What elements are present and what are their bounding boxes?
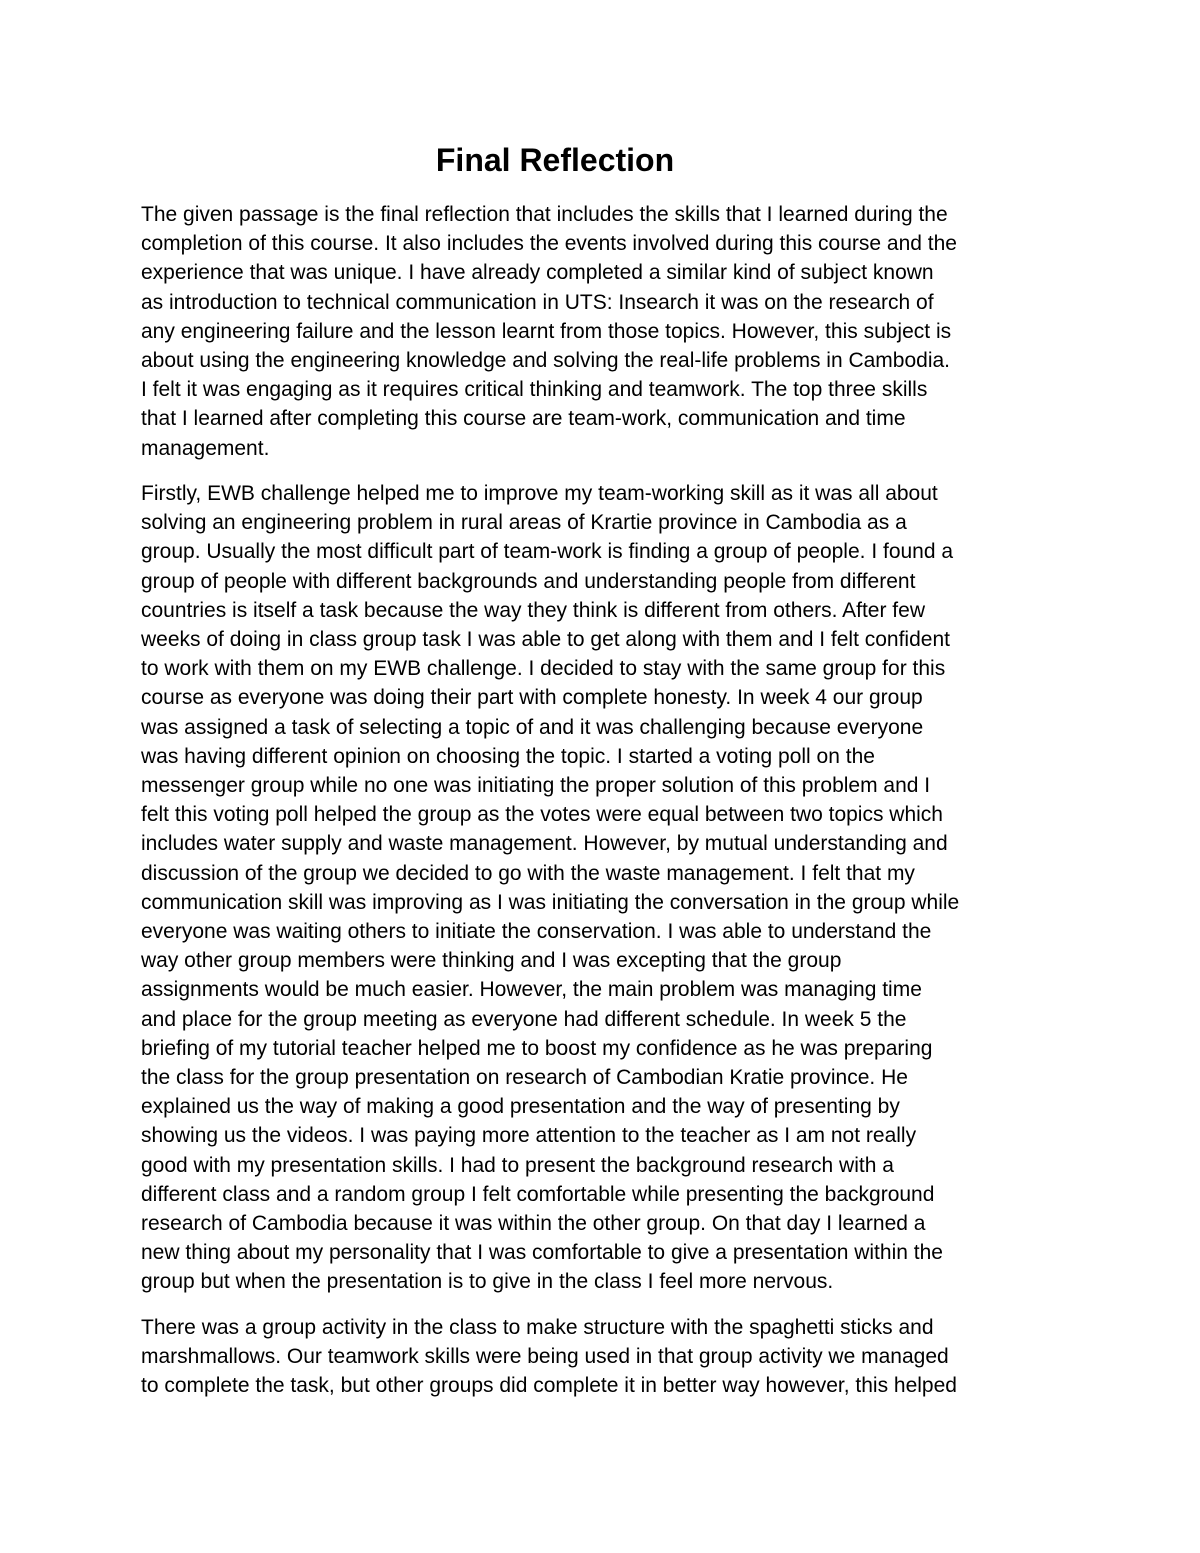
- page-title: Final Reflection: [435, 142, 675, 178]
- paragraph-introduction: The given passage is the final reflection that includes the skills that I learned during the completion of this course. It also includes the events involved during this course and the experience that was unique. I have already completed a similar kind of subject known as introduction to technical communication in UTS: Insearch it was on the research of any engineering failure and the lesson learnt from those topics. However, this subject is about using the engineering knowledge and solving the real-life problems in Cambodia. I felt it was engaging as it requires critical thinking and teamwork. The top three skills that I learned after completing this course are team-work, communication and time management.: [141, 203, 957, 460]
- paragraph-teamwork: Firstly, EWB challenge helped me to improve my team-working skill as it was all about solving an engineering problem in rural areas of Krartie province in Cambodia as a group. Usually the most difficult part of team-work is finding a group of people. I found a group of people with different backgrounds and understanding people from different countries is itself a task because the way they think is different from others. After few weeks of doing in class group task I was able to get along with them and I felt confident to work with them on my EWB challenge. I decided to stay with the same group for this course as everyone was doing their part with complete honesty. In week 4 our group was assigned a task of selecting a topic of and it was challenging because everyone was having different opinion on choosing the topic. I started a voting poll on the messenger group while no one was initiating the proper solution of this problem and I felt this voting poll helped the group as the votes were equal between two topics which includes water supply and waste management. However, by mutual understanding and discussion of the group we decided to go with the waste management. I felt that my communication skill was improving as I was initiating the conversation in the group while everyone was waiting others to initiate the conservation. I was able to understand the way other group members were thinking and I was excepting that the group assignments would be much easier. However, the main problem was managing time and place for the group meeting as everyone had different schedule. In week 5 the briefing of my tutorial teacher helped me to boost my confidence as he was preparing the class for the group presentation on research of Cambodian Kratie province. He explained us the way of making a good presentation and the way of presenting by showing us the videos. I was paying more attention to the teacher as I am not really good with my presentation skills. I had to present the background research with a different class and a random group I felt comfortable while presenting the background research of Cambodia because it was within the other group. On that day I learned a new thing about my personality that I was comfortable to give a presentation within the group but when the presentation is to give in the class I feel more nervous.: [141, 482, 960, 1294]
- paragraph-group-activity: There was a group activity in the class to make structure with the spaghetti sticks and marshmallows. Our teamwork skills were being used in that group activity we managed to complete the task, but other groups did complete it in better way however, this helped: [141, 1316, 957, 1398]
